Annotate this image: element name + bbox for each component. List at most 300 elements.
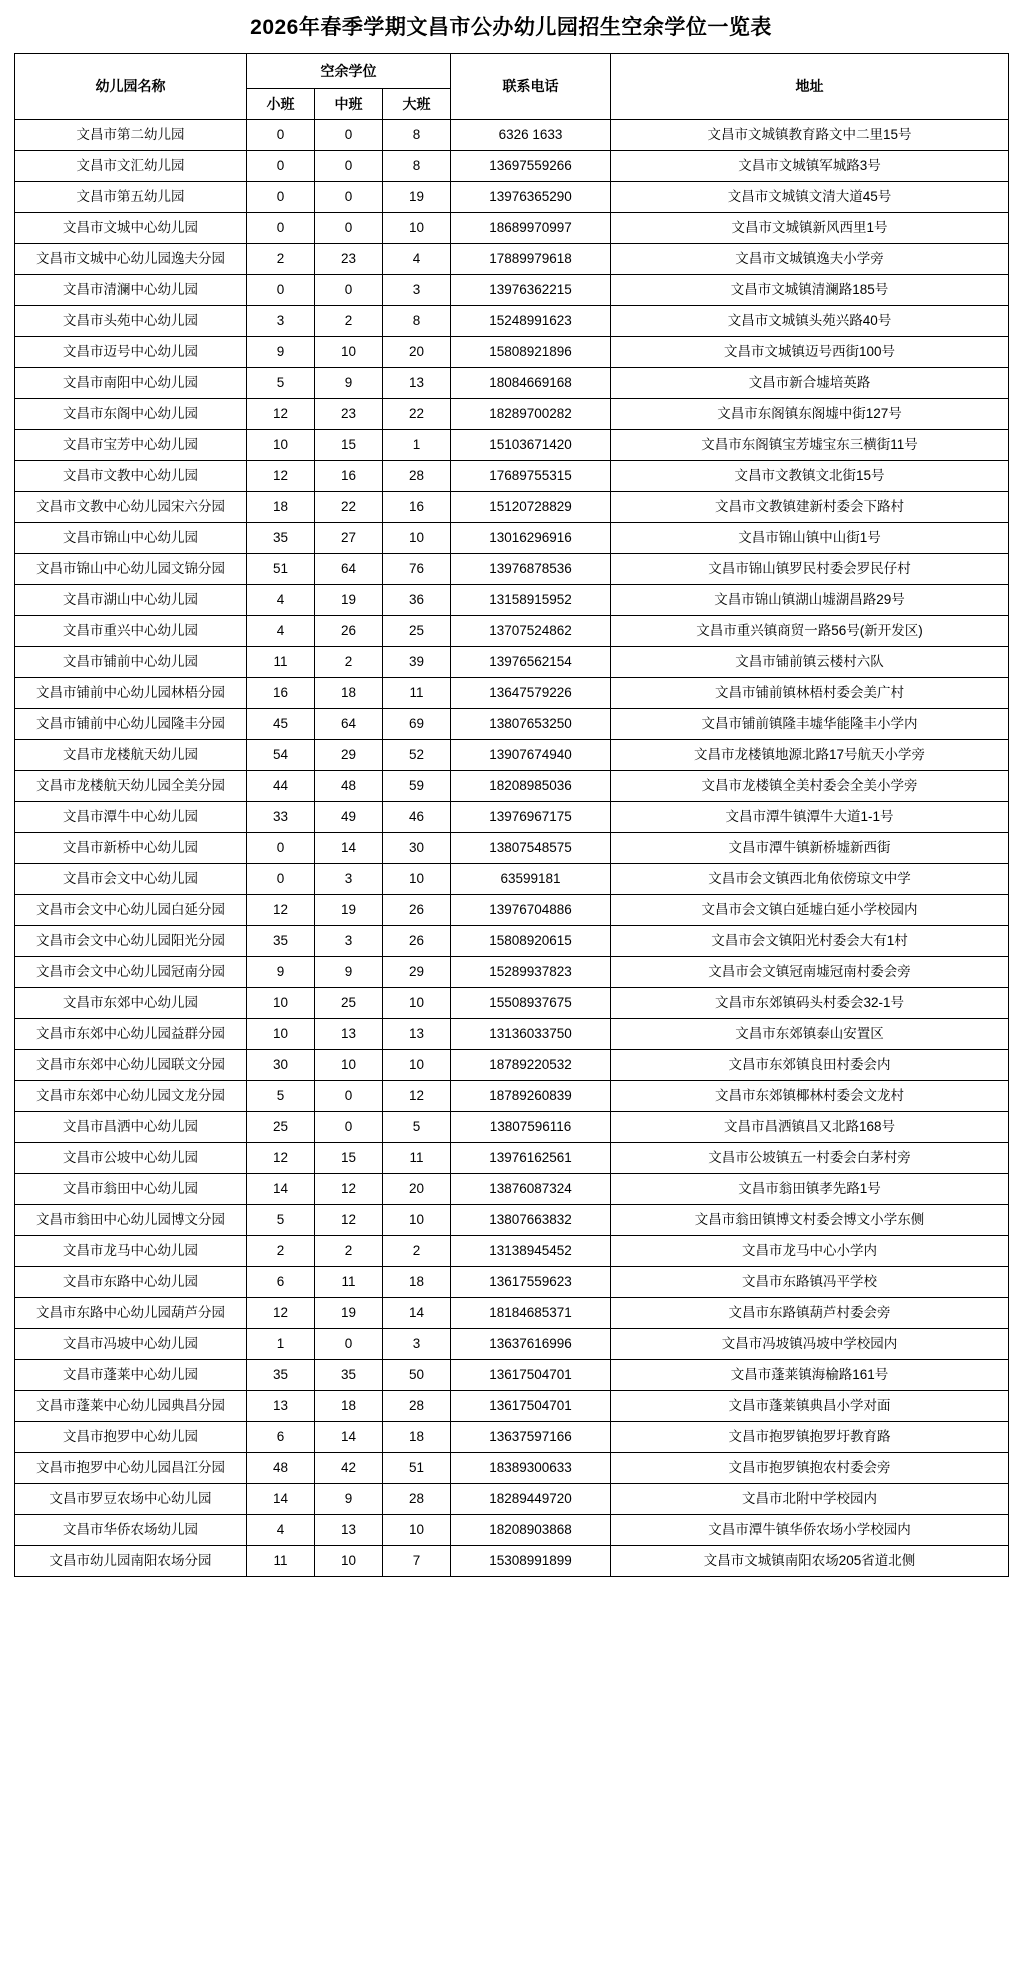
table-row: [15, 1422, 1009, 1453]
cell-address: 文昌巿会文镇西北角依傍琼文中学: [611, 864, 1009, 895]
cell-kindergarten-name: 文昌市铺前中心幼儿园林梧分园: [15, 678, 247, 709]
cell-big-class: 11: [383, 1143, 451, 1174]
cell-middle-class: 19: [315, 895, 383, 926]
cell-big-class: 3: [383, 275, 451, 306]
table-row: [15, 554, 1009, 585]
cell-phone: 18689970997: [451, 213, 611, 244]
cell-address: 文昌市抱罗镇抱罗圩教育路: [611, 1422, 1009, 1453]
cell-middle-class: 10: [315, 1050, 383, 1081]
cell-kindergarten-name: 文昌市文教中心幼儿园宋六分园: [15, 492, 247, 523]
cell-phone: 13138945452: [451, 1236, 611, 1267]
cell-small-class: 0: [247, 182, 315, 213]
cell-big-class: 11: [383, 678, 451, 709]
vacancy-table: [14, 53, 1009, 1577]
cell-small-class: 0: [247, 864, 315, 895]
cell-big-class: 3: [383, 1329, 451, 1360]
cell-big-class: 28: [383, 1484, 451, 1515]
cell-big-class: 25: [383, 616, 451, 647]
cell-middle-class: 13: [315, 1515, 383, 1546]
cell-big-class: 2: [383, 1236, 451, 1267]
table-row: [15, 988, 1009, 1019]
cell-middle-class: 42: [315, 1453, 383, 1484]
cell-small-class: 35: [247, 523, 315, 554]
table-row: [15, 337, 1009, 368]
table-row: [15, 213, 1009, 244]
table-row: [15, 1205, 1009, 1236]
cell-small-class: 30: [247, 1050, 315, 1081]
cell-middle-class: 14: [315, 1422, 383, 1453]
cell-kindergarten-name: 文昌市第二幼儿园: [15, 120, 247, 151]
cell-small-class: 10: [247, 430, 315, 461]
cell-phone: 13016296916: [451, 523, 611, 554]
cell-address: 文昌市蓬莱镇海榆路161号: [611, 1360, 1009, 1391]
cell-small-class: 0: [247, 213, 315, 244]
cell-small-class: 45: [247, 709, 315, 740]
table-row: [15, 709, 1009, 740]
table-row: [15, 1081, 1009, 1112]
header-phone: 联系电话: [451, 54, 611, 120]
cell-address: 文昌市重兴镇商贸一路56号(新开发区): [611, 616, 1009, 647]
cell-kindergarten-name: 文昌市潭牛中心幼儿园: [15, 802, 247, 833]
cell-phone: 13136033750: [451, 1019, 611, 1050]
cell-address: 文昌市东路镇葫芦村委会旁: [611, 1298, 1009, 1329]
cell-address: 文昌市冯坡镇冯坡中学校园内: [611, 1329, 1009, 1360]
cell-middle-class: 0: [315, 1081, 383, 1112]
table-row: [15, 926, 1009, 957]
cell-small-class: 12: [247, 895, 315, 926]
cell-address: 文昌市文教镇建新村委会下路村: [611, 492, 1009, 523]
cell-kindergarten-name: 文昌市清澜中心幼儿园: [15, 275, 247, 306]
cell-middle-class: 2: [315, 306, 383, 337]
table-row: [15, 585, 1009, 616]
cell-phone: 15289937823: [451, 957, 611, 988]
cell-small-class: 12: [247, 461, 315, 492]
cell-address: 文昌市龙楼镇地源北路17号航天小学旁: [611, 740, 1009, 771]
cell-phone: 6326 1633: [451, 120, 611, 151]
cell-middle-class: 3: [315, 864, 383, 895]
cell-big-class: 12: [383, 1081, 451, 1112]
cell-phone: 13647579226: [451, 678, 611, 709]
cell-big-class: 18: [383, 1422, 451, 1453]
cell-small-class: 35: [247, 926, 315, 957]
cell-kindergarten-name: 文昌市第五幼儿园: [15, 182, 247, 213]
table-row: [15, 1298, 1009, 1329]
cell-phone: 15808921896: [451, 337, 611, 368]
cell-big-class: 36: [383, 585, 451, 616]
cell-big-class: 7: [383, 1546, 451, 1577]
cell-middle-class: 10: [315, 1546, 383, 1577]
cell-big-class: 10: [383, 1205, 451, 1236]
cell-address: 文昌市东阁镇东阁墟中街127号: [611, 399, 1009, 430]
cell-small-class: 0: [247, 151, 315, 182]
table-row: [15, 1515, 1009, 1546]
cell-big-class: 18: [383, 1267, 451, 1298]
cell-small-class: 5: [247, 368, 315, 399]
cell-phone: 13617504701: [451, 1391, 611, 1422]
cell-small-class: 13: [247, 1391, 315, 1422]
table-row: [15, 1050, 1009, 1081]
cell-small-class: 16: [247, 678, 315, 709]
cell-address: 文昌市蓬莱镇典昌小学对面: [611, 1391, 1009, 1422]
table-row: [15, 306, 1009, 337]
cell-kindergarten-name: 文昌市东路中心幼儿园: [15, 1267, 247, 1298]
page-title: 2026年春季学期文昌市公办幼儿园招生空余学位一览表: [250, 16, 772, 39]
cell-address: 文昌市抱罗镇抱农村委会旁: [611, 1453, 1009, 1484]
cell-big-class: 10: [383, 988, 451, 1019]
cell-address: 文昌市文城镇军城路3号: [611, 151, 1009, 182]
table-row: [15, 1360, 1009, 1391]
cell-middle-class: 0: [315, 1112, 383, 1143]
cell-big-class: 10: [383, 864, 451, 895]
cell-address: 文昌市文城镇教育路文中二里15号: [611, 120, 1009, 151]
cell-big-class: 26: [383, 895, 451, 926]
cell-small-class: 25: [247, 1112, 315, 1143]
cell-kindergarten-name: 文昌市宝芳中心幼儿园: [15, 430, 247, 461]
cell-middle-class: 12: [315, 1174, 383, 1205]
cell-middle-class: 2: [315, 647, 383, 678]
cell-middle-class: 15: [315, 1143, 383, 1174]
cell-small-class: 4: [247, 616, 315, 647]
cell-kindergarten-name: 文昌市会文中心幼儿园阳光分园: [15, 926, 247, 957]
cell-address: 文昌市东郊镇良田村委会内: [611, 1050, 1009, 1081]
cell-big-class: 28: [383, 461, 451, 492]
cell-kindergarten-name: 文昌市蓬莱中心幼儿园典昌分园: [15, 1391, 247, 1422]
cell-big-class: 29: [383, 957, 451, 988]
cell-kindergarten-name: 文昌市昌洒中心幼儿园: [15, 1112, 247, 1143]
table-row: [15, 275, 1009, 306]
header-kindergarten-name: 幼儿园名称: [15, 54, 247, 120]
cell-address: 文昌市翁田镇孝先路1号: [611, 1174, 1009, 1205]
cell-phone: 13976362215: [451, 275, 611, 306]
cell-big-class: 14: [383, 1298, 451, 1329]
cell-small-class: 2: [247, 244, 315, 275]
cell-middle-class: 29: [315, 740, 383, 771]
cell-phone: 15248991623: [451, 306, 611, 337]
cell-small-class: 14: [247, 1174, 315, 1205]
table-row: [15, 151, 1009, 182]
cell-big-class: 39: [383, 647, 451, 678]
table-row: [15, 1143, 1009, 1174]
cell-kindergarten-name: 文昌市龙楼航天幼儿园全美分园: [15, 771, 247, 802]
cell-kindergarten-name: 文昌市罗豆农场中心幼儿园: [15, 1484, 247, 1515]
cell-address: 文昌市文城镇迈号西街100号: [611, 337, 1009, 368]
cell-big-class: 30: [383, 833, 451, 864]
cell-small-class: 4: [247, 1515, 315, 1546]
cell-phone: 13876087324: [451, 1174, 611, 1205]
cell-phone: 15808920615: [451, 926, 611, 957]
cell-kindergarten-name: 文昌市头苑中心幼儿园: [15, 306, 247, 337]
cell-phone: 13807548575: [451, 833, 611, 864]
table-row: [15, 833, 1009, 864]
table-row: [15, 1391, 1009, 1422]
cell-address: 文昌市潭牛镇潭牛大道1-1号: [611, 802, 1009, 833]
table-row: [15, 461, 1009, 492]
cell-phone: 13907674940: [451, 740, 611, 771]
cell-big-class: 8: [383, 306, 451, 337]
cell-small-class: 0: [247, 833, 315, 864]
cell-phone: 13976162561: [451, 1143, 611, 1174]
table-row: [15, 399, 1009, 430]
cell-middle-class: 19: [315, 585, 383, 616]
cell-address: 文昌市锦山镇罗民村委会罗民仔村: [611, 554, 1009, 585]
cell-address: 文昌市会文镇冠南墟冠南村委会旁: [611, 957, 1009, 988]
cell-middle-class: 14: [315, 833, 383, 864]
cell-small-class: 10: [247, 1019, 315, 1050]
cell-middle-class: 0: [315, 213, 383, 244]
cell-address: 文昌市文城镇南阳农场205省道北侧: [611, 1546, 1009, 1577]
cell-address: 文昌市东郊镇码头村委会32-1号: [611, 988, 1009, 1019]
cell-small-class: 48: [247, 1453, 315, 1484]
cell-big-class: 5: [383, 1112, 451, 1143]
cell-phone: 15308991899: [451, 1546, 611, 1577]
cell-big-class: 13: [383, 1019, 451, 1050]
table-row: [15, 1546, 1009, 1577]
cell-kindergarten-name: 文昌市会文中心幼儿园: [15, 864, 247, 895]
cell-small-class: 6: [247, 1422, 315, 1453]
cell-kindergarten-name: 文昌市幼儿园南阳农场分园: [15, 1546, 247, 1577]
cell-small-class: 12: [247, 399, 315, 430]
table-row: [15, 523, 1009, 554]
cell-kindergarten-name: 文昌市铺前中心幼儿园隆丰分园: [15, 709, 247, 740]
table-row: [15, 1453, 1009, 1484]
cell-kindergarten-name: 文昌市文教中心幼儿园: [15, 461, 247, 492]
cell-address: 文昌市铺前镇云楼村六队: [611, 647, 1009, 678]
cell-address: 文昌市锦山镇中山街1号: [611, 523, 1009, 554]
cell-phone: 13697559266: [451, 151, 611, 182]
cell-small-class: 12: [247, 1298, 315, 1329]
table-row: [15, 120, 1009, 151]
header-big-class: 大班: [383, 89, 451, 120]
cell-small-class: 10: [247, 988, 315, 1019]
cell-middle-class: 19: [315, 1298, 383, 1329]
cell-address: 文昌市东阁镇宝芳墟宝东三横街11号: [611, 430, 1009, 461]
table-row: [15, 1112, 1009, 1143]
cell-small-class: 54: [247, 740, 315, 771]
cell-middle-class: 25: [315, 988, 383, 1019]
cell-middle-class: 13: [315, 1019, 383, 1050]
cell-address: 文昌市潭牛镇新桥墟新西街: [611, 833, 1009, 864]
cell-middle-class: 23: [315, 244, 383, 275]
cell-big-class: 20: [383, 337, 451, 368]
cell-small-class: 9: [247, 337, 315, 368]
cell-middle-class: 0: [315, 120, 383, 151]
cell-kindergarten-name: 文昌市铺前中心幼儿园: [15, 647, 247, 678]
cell-phone: 17889979618: [451, 244, 611, 275]
cell-small-class: 51: [247, 554, 315, 585]
cell-phone: 17689755315: [451, 461, 611, 492]
cell-middle-class: 26: [315, 616, 383, 647]
cell-address: 文昌市文教镇文北街15号: [611, 461, 1009, 492]
cell-kindergarten-name: 文昌市东郊中心幼儿园益群分园: [15, 1019, 247, 1050]
cell-big-class: 46: [383, 802, 451, 833]
cell-big-class: 76: [383, 554, 451, 585]
cell-phone: 13158915952: [451, 585, 611, 616]
table-row: [15, 430, 1009, 461]
cell-middle-class: 18: [315, 1391, 383, 1422]
header-address: 地址: [611, 54, 1009, 120]
cell-middle-class: 9: [315, 368, 383, 399]
cell-middle-class: 15: [315, 430, 383, 461]
cell-middle-class: 10: [315, 337, 383, 368]
cell-phone: 18789260839: [451, 1081, 611, 1112]
cell-address: 文昌市公坡镇五一村委会白茅村旁: [611, 1143, 1009, 1174]
cell-kindergarten-name: 文昌市冯坡中心幼儿园: [15, 1329, 247, 1360]
cell-address: 文昌市东郊镇泰山安置区: [611, 1019, 1009, 1050]
cell-phone: 15508937675: [451, 988, 611, 1019]
cell-kindergarten-name: 文昌市会文中心幼儿园白延分园: [15, 895, 247, 926]
table-row: [15, 647, 1009, 678]
cell-big-class: 59: [383, 771, 451, 802]
cell-kindergarten-name: 文昌市锦山中心幼儿园文锦分园: [15, 554, 247, 585]
cell-phone: 13807653250: [451, 709, 611, 740]
cell-middle-class: 2: [315, 1236, 383, 1267]
table-row: [15, 802, 1009, 833]
cell-small-class: 4: [247, 585, 315, 616]
cell-kindergarten-name: 文昌市南阳中心幼儿园: [15, 368, 247, 399]
table-header: [15, 54, 1009, 120]
cell-address: 文昌市龙马中心小学内: [611, 1236, 1009, 1267]
cell-big-class: 26: [383, 926, 451, 957]
cell-phone: 13976365290: [451, 182, 611, 213]
cell-kindergarten-name: 文昌市蓬莱中心幼儿园: [15, 1360, 247, 1391]
cell-kindergarten-name: 文昌市龙楼航天幼儿园: [15, 740, 247, 771]
cell-phone: 13617559623: [451, 1267, 611, 1298]
cell-phone: 18208985036: [451, 771, 611, 802]
cell-small-class: 6: [247, 1267, 315, 1298]
table-row: [15, 492, 1009, 523]
header-row-top: [15, 54, 1009, 89]
cell-phone: 13976704886: [451, 895, 611, 926]
header-small-class: 小班: [247, 89, 315, 120]
cell-big-class: 50: [383, 1360, 451, 1391]
cell-small-class: 35: [247, 1360, 315, 1391]
cell-small-class: 12: [247, 1143, 315, 1174]
cell-phone: 63599181: [451, 864, 611, 895]
table-row: [15, 1019, 1009, 1050]
cell-kindergarten-name: 文昌市会文中心幼儿园冠南分园: [15, 957, 247, 988]
cell-middle-class: 27: [315, 523, 383, 554]
cell-big-class: 8: [383, 120, 451, 151]
cell-middle-class: 35: [315, 1360, 383, 1391]
cell-big-class: 69: [383, 709, 451, 740]
cell-phone: 13637597166: [451, 1422, 611, 1453]
cell-small-class: 33: [247, 802, 315, 833]
cell-big-class: 28: [383, 1391, 451, 1422]
table-row: [15, 182, 1009, 213]
cell-big-class: 8: [383, 151, 451, 182]
cell-middle-class: 0: [315, 182, 383, 213]
cell-address: 文昌市潭牛镇华侨农场小学校园内: [611, 1515, 1009, 1546]
cell-kindergarten-name: 文昌市东路中心幼儿园葫芦分园: [15, 1298, 247, 1329]
cell-address: 文昌市东路镇冯平学校: [611, 1267, 1009, 1298]
cell-middle-class: 48: [315, 771, 383, 802]
cell-small-class: 11: [247, 647, 315, 678]
cell-address: 文昌市铺前镇林梧村委会美广村: [611, 678, 1009, 709]
cell-address: 文昌市文城镇清澜路185号: [611, 275, 1009, 306]
cell-big-class: 19: [383, 182, 451, 213]
cell-middle-class: 64: [315, 554, 383, 585]
cell-kindergarten-name: 文昌市抱罗中心幼儿园: [15, 1422, 247, 1453]
cell-middle-class: 0: [315, 275, 383, 306]
cell-small-class: 1: [247, 1329, 315, 1360]
table-row: [15, 1236, 1009, 1267]
cell-big-class: 13: [383, 368, 451, 399]
cell-phone: 18289700282: [451, 399, 611, 430]
cell-small-class: 2: [247, 1236, 315, 1267]
cell-middle-class: 23: [315, 399, 383, 430]
cell-kindergarten-name: 文昌市龙马中心幼儿园: [15, 1236, 247, 1267]
cell-address: 文昌市东郊镇椰林村委会文龙村: [611, 1081, 1009, 1112]
cell-phone: 13807663832: [451, 1205, 611, 1236]
cell-phone: 18208903868: [451, 1515, 611, 1546]
table-body: [15, 120, 1009, 1577]
cell-address: 文昌市昌洒镇昌又北路168号: [611, 1112, 1009, 1143]
cell-middle-class: 3: [315, 926, 383, 957]
cell-big-class: 22: [383, 399, 451, 430]
cell-small-class: 5: [247, 1081, 315, 1112]
cell-middle-class: 64: [315, 709, 383, 740]
table-row: [15, 771, 1009, 802]
cell-phone: 15103671420: [451, 430, 611, 461]
cell-kindergarten-name: 文昌市东郊中心幼儿园文龙分园: [15, 1081, 247, 1112]
cell-phone: 13976562154: [451, 647, 611, 678]
cell-middle-class: 9: [315, 1484, 383, 1515]
cell-phone: 18289449720: [451, 1484, 611, 1515]
cell-kindergarten-name: 文昌市新桥中心幼儿园: [15, 833, 247, 864]
cell-middle-class: 16: [315, 461, 383, 492]
cell-address: 文昌市锦山镇湖山墟湖昌路29号: [611, 585, 1009, 616]
cell-address: 文昌市文城镇文清大道45号: [611, 182, 1009, 213]
cell-kindergarten-name: 文昌市文城中心幼儿园逸夫分园: [15, 244, 247, 275]
cell-big-class: 1: [383, 430, 451, 461]
cell-kindergarten-name: 文昌市华侨农场幼儿园: [15, 1515, 247, 1546]
cell-middle-class: 12: [315, 1205, 383, 1236]
cell-middle-class: 0: [315, 1329, 383, 1360]
cell-kindergarten-name: 文昌市文城中心幼儿园: [15, 213, 247, 244]
cell-phone: 13617504701: [451, 1360, 611, 1391]
cell-big-class: 20: [383, 1174, 451, 1205]
cell-big-class: 10: [383, 213, 451, 244]
cell-middle-class: 22: [315, 492, 383, 523]
header-middle-class: 中班: [315, 89, 383, 120]
cell-kindergarten-name: 文昌市重兴中心幼儿园: [15, 616, 247, 647]
cell-small-class: 44: [247, 771, 315, 802]
table-row: [15, 957, 1009, 988]
cell-kindergarten-name: 文昌市公坡中心幼儿园: [15, 1143, 247, 1174]
cell-kindergarten-name: 文昌市东郊中心幼儿园: [15, 988, 247, 1019]
table-row: [15, 1484, 1009, 1515]
cell-small-class: 11: [247, 1546, 315, 1577]
cell-small-class: 3: [247, 306, 315, 337]
cell-address: 文昌市文城镇逸夫小学旁: [611, 244, 1009, 275]
cell-phone: 13807596116: [451, 1112, 611, 1143]
cell-small-class: 18: [247, 492, 315, 523]
cell-address: 文昌市新合墟培英路: [611, 368, 1009, 399]
cell-phone: 18184685371: [451, 1298, 611, 1329]
cell-kindergarten-name: 文昌市锦山中心幼儿园: [15, 523, 247, 554]
cell-address: 文昌市会文镇阳光村委会大有1村: [611, 926, 1009, 957]
cell-big-class: 10: [383, 1515, 451, 1546]
cell-small-class: 9: [247, 957, 315, 988]
cell-address: 文昌市北附中学校园内: [611, 1484, 1009, 1515]
cell-phone: 18084669168: [451, 368, 611, 399]
table-row: [15, 740, 1009, 771]
cell-big-class: 10: [383, 523, 451, 554]
table-row: [15, 864, 1009, 895]
table-row: [15, 1267, 1009, 1298]
cell-small-class: 0: [247, 275, 315, 306]
cell-phone: 13976878536: [451, 554, 611, 585]
